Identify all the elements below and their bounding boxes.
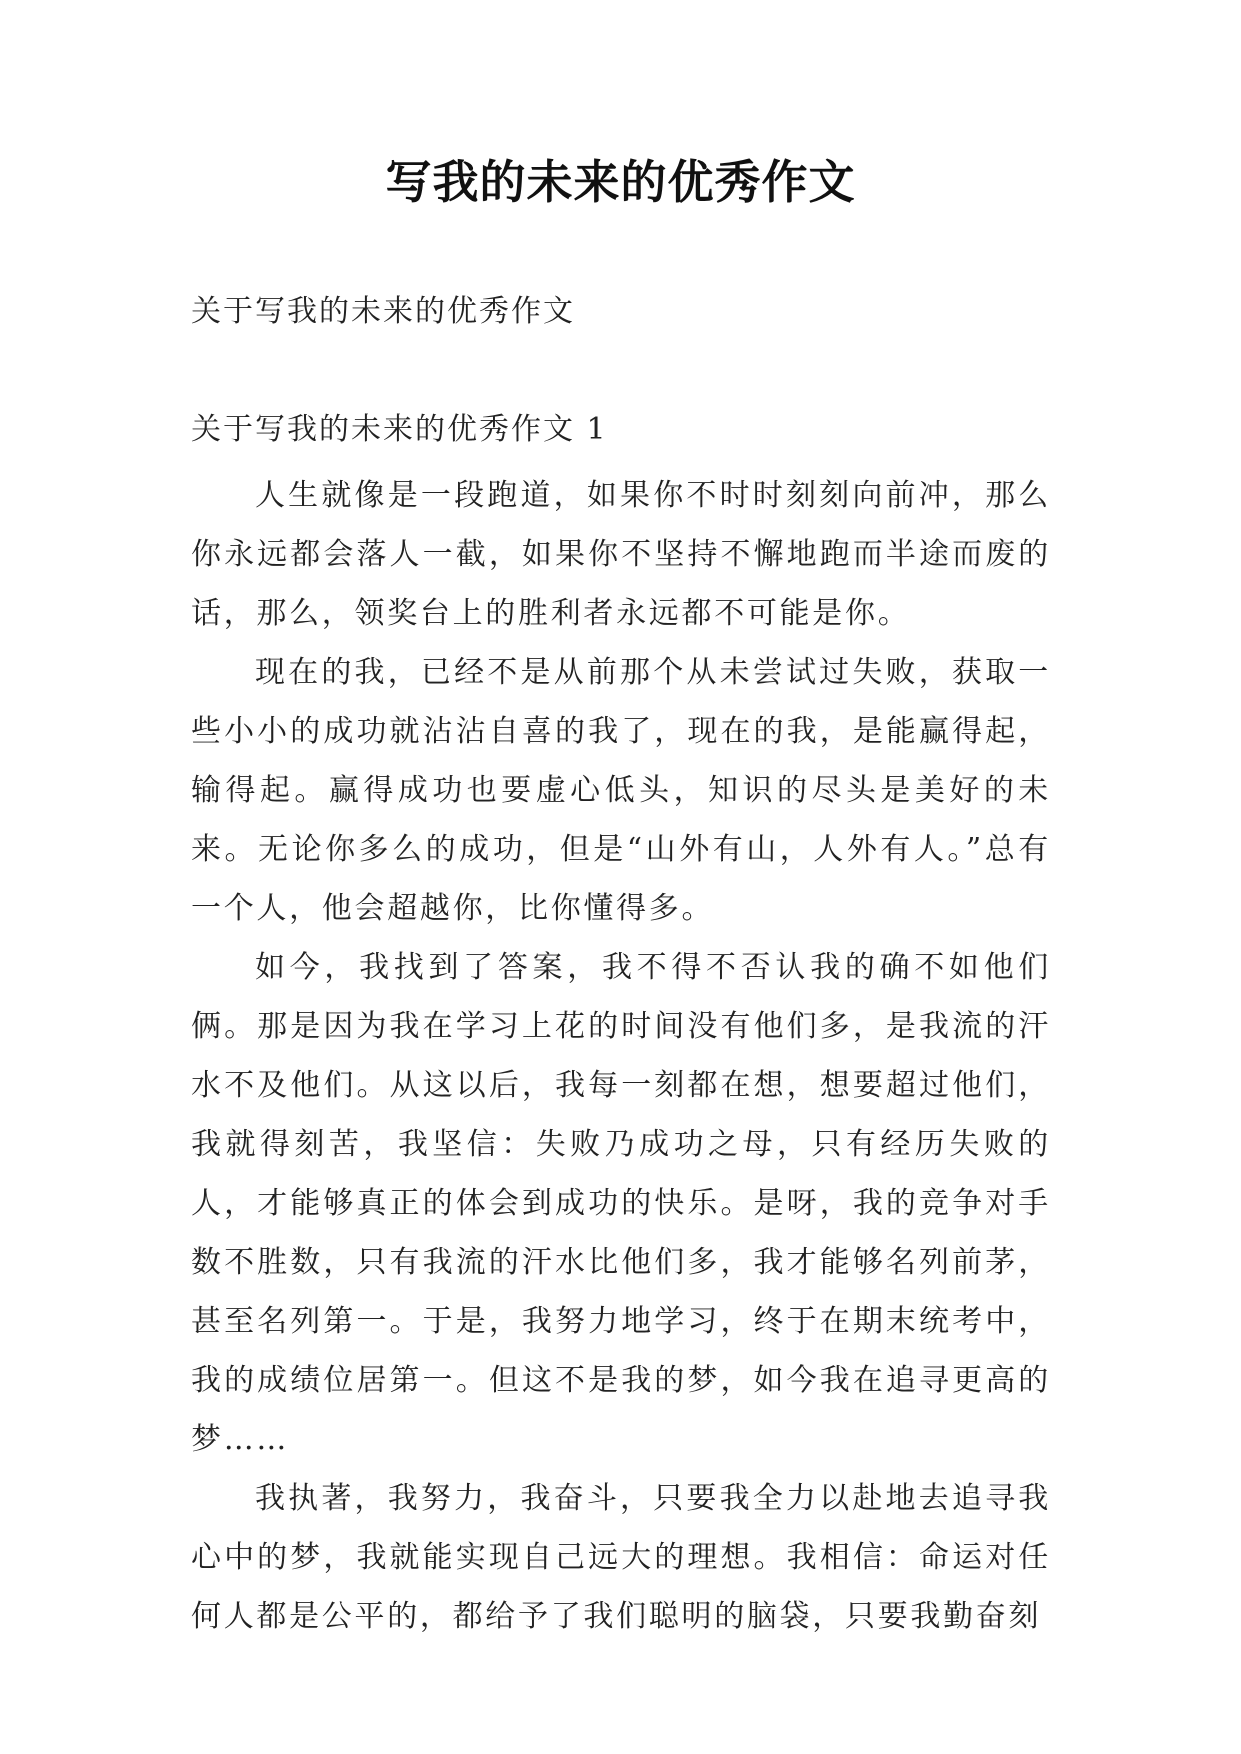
essay-body [191,466,1051,1646]
section-heading: 关于写我的未来的优秀作文 1 [191,412,608,447]
document-title: 写我的未来的优秀作文 [385,155,856,209]
paragraph: 我执著，我努力，我奋斗，只要我全力以赴地去追寻我心中的梦，我就能实现自己远大的理想。我相信：命运对任何人都是公平的，都给予了我们聪明的脑袋，只要我勤奋刻 [191,1481,1051,1634]
paragraph: 现在的我，已经不是从前那个从未尝试过失败，获取一些小小的成功就沾沾自喜的我了，现在的我，是能赢得起，输得起。赢得成功也要虚心低头，知识的尽头是美好的未来。无论你多么的成功，但是“山外有山，人外有人。”总有一个人，他会超越你，比你懂得多。 [191,655,1051,926]
document-subtitle: 关于写我的未来的优秀作文 [191,294,575,329]
paragraph: 如今，我找到了答案，我不得不否认我的确不如他们俩。那是因为我在学习上花的时间没有他们多，是我流的汗水不及他们。从这以后，我每一刻都在想，想要超过他们，我就得刻苦，我坚信：失败乃成功之母，只有经历失败的人，才能够真正的体会到成功的快乐。是呀，我的竞争对手数不胜数，只有我流的汗水比他们多，我才能够名列前茅，甚至名列第一。于是，我努力地学习，终于在期末统考中，我的成绩位居第一。但这不是我的梦，如今我在追寻更高的梦…… [191,950,1051,1457]
paragraph: 人生就像是一段跑道，如果你不时时刻刻向前冲，那么你永远都会落人一截，如果你不坚持不懈地跑而半途而废的话，那么，领奖台上的胜利者永远都不可能是你。 [191,478,1051,631]
